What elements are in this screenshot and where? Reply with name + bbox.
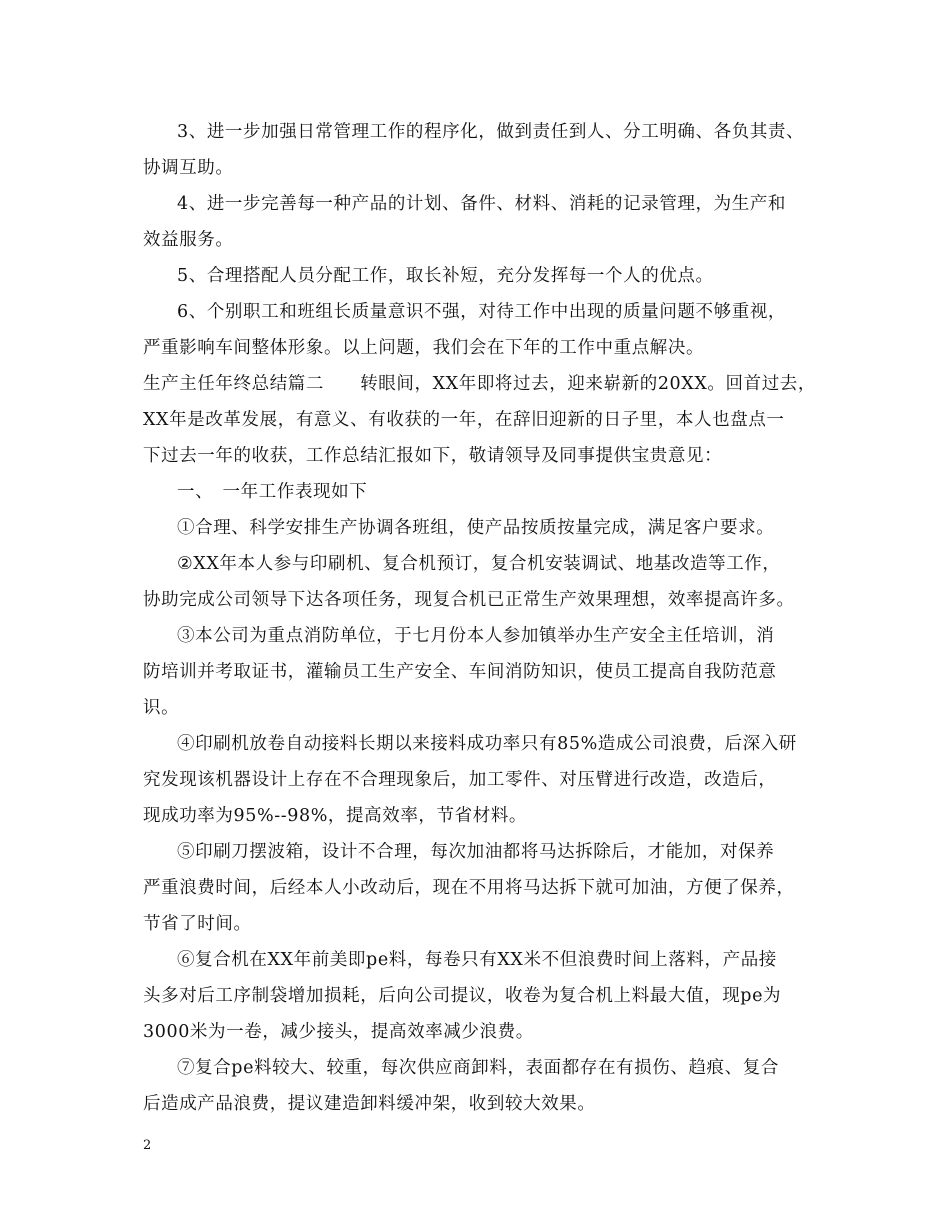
paragraph-line: ④印刷机放卷自动接料长期以来接料成功率只有85%造成公司浪费，后深入研	[177, 734, 797, 754]
paragraph-line: ⑦复合pe料较大、较重，每次供应商卸料，表面都存在有损伤、趋痕、复合	[177, 1058, 779, 1078]
paragraph-line: 3000米为一卷，减少接头，提高效率减少浪费。	[143, 1022, 534, 1042]
paragraph-line: 严重影响车间整体形象。以上问题，我们会在下年的工作中重点解决。	[143, 338, 705, 358]
section-heading-line: 生产主任年终总结篇二 转眼间，XX年即将过去，迎来崭新的20XX。回首过去，	[143, 374, 816, 394]
paragraph-line: 识。	[143, 698, 180, 718]
paragraph-line: ②XX年本人参与印刷机、复合机预订，复合机安装调试、地基改造等工作，	[177, 554, 781, 574]
paragraph-line: XX年是改革发展，有意义、有收获的一年，在辞旧迎新的日子里，本人也盘点一	[143, 410, 785, 430]
paragraph-line: 后造成产品浪费，提议建造卸料缓冲架，收到较大效果。	[143, 1094, 596, 1114]
paragraph-line: 效益服务。	[143, 230, 234, 250]
paragraph-line: ⑤印刷刀摆波箱，设计不合理，每次加油都将马达拆除后，才能加，对保养	[177, 842, 775, 862]
paragraph-line: ①合理、科学安排生产协调各班组，使产品按质按量完成，满足客户要求。	[177, 518, 775, 538]
paragraph-line: 下过去一年的收获，工作总结汇报如下，敬请领导及同事提供宝贵意见：	[143, 446, 723, 466]
paragraph-line: 防培训并考取证书，灌输员工生产安全、车间消防知识，使员工提高自我防范意	[143, 662, 777, 682]
paragraph-line: 头多对后工序制袋增加损耗，后向公司提议，收卷为复合机上料最大值，现pe为	[143, 986, 782, 1006]
paragraph-line: 6、个别职工和班组长质量意识不强，对待工作中出现的质量问题不够重视，	[177, 302, 787, 322]
paragraph-line: 节省了时间。	[143, 914, 252, 934]
paragraph-line: 5、合理搭配人员分配工作，取长补短，充分发挥每一个人的优点。	[177, 266, 714, 286]
paragraph-line: 3、进一步加强日常管理工作的程序化，做到责任到人、分工明确、各负其责、	[177, 122, 805, 142]
paragraph-line: 现成功率为95%--98%，提高效率，节省材料。	[143, 806, 528, 826]
subheading-line: 一、 一年工作表现如下	[177, 482, 368, 502]
paragraph-line: ③本公司为重点消防单位，于七月份本人参加镇举办生产安全主任培训，消	[177, 626, 775, 646]
paragraph-line: 4、进一步完善每一种产品的计划、备件、材料、消耗的记录管理，为生产和	[177, 194, 787, 214]
paragraph-line: 严重浪费时间，后经本人小改动后，现在不用将马达拆下就可加油，方便了保养，	[143, 878, 795, 898]
paragraph-line: 究发现该机器设计上存在不合理现象后，加工零件、对压臂进行改造，改造后，	[143, 770, 777, 790]
page-number: 2	[143, 1138, 152, 1153]
paragraph-line: 协调互助。	[143, 158, 234, 178]
paragraph-line: 协助完成公司领导下达各项任务，现复合机已正常生产效果理想，效率提高许多。	[143, 590, 795, 610]
paragraph-line: ⑥复合机在XX年前美即pe料，每卷只有XX米不但浪费时间上落料，产品接	[177, 950, 777, 970]
